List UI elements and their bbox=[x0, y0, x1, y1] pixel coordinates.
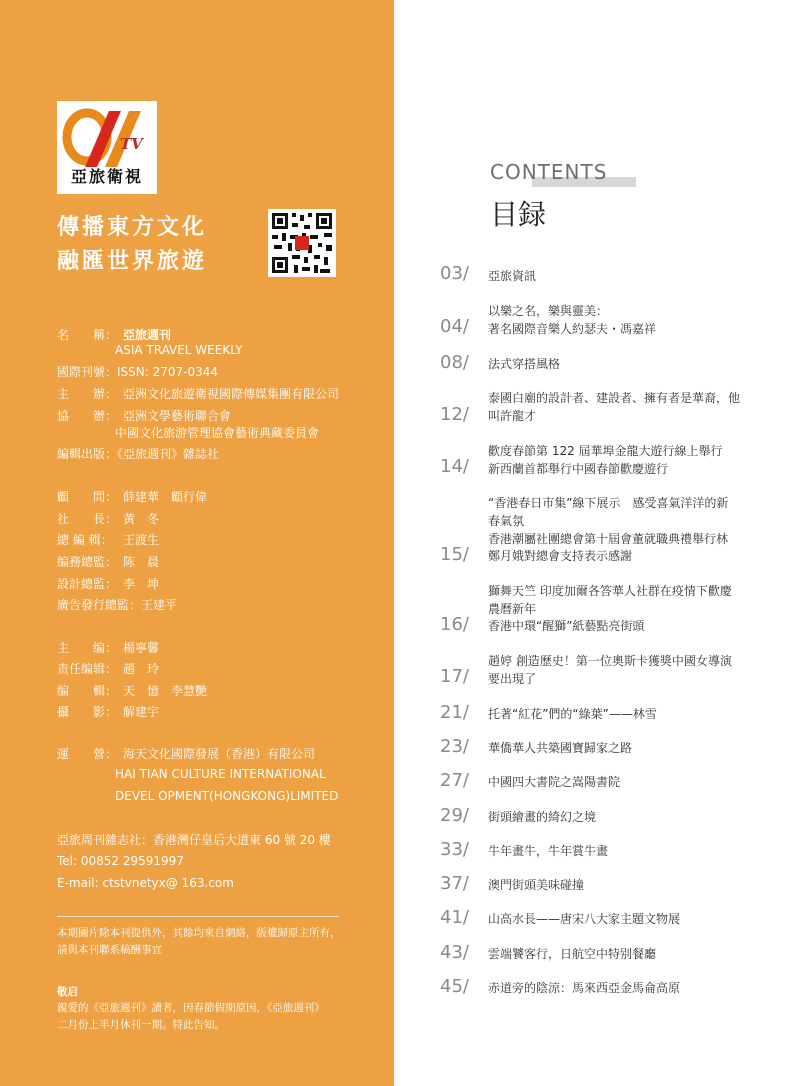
announcement-1: 親愛的《亞旅週刊》讀者，因春節假期原因，《亞旅週刊》 bbox=[57, 1002, 325, 1014]
entry-page: 23/ bbox=[440, 736, 469, 757]
entry-page: 33/ bbox=[440, 839, 469, 860]
entry-title: 街頭繪畫的綺幻之境 bbox=[488, 810, 597, 824]
staff-design-director: 設計總監： 李 坤 bbox=[57, 577, 160, 591]
publication-name-en: ASIA TRAVEL WEEKLY bbox=[115, 343, 243, 357]
entry-title: 赤道旁的陰涼：馬來西亞金馬侖高原 bbox=[488, 981, 681, 995]
entry-title: 托著“紅花”們的“綠葉”——林雪 bbox=[488, 707, 657, 721]
announcement-title: 敬启 bbox=[57, 986, 78, 998]
entry-page: 04/ bbox=[440, 316, 469, 337]
entry-title: 歡度春節第 122 屆華埠金龍大遊行線上舉行 bbox=[488, 444, 723, 458]
email: E-mail: ctstvnetyx@ 163.com bbox=[57, 876, 234, 890]
entry-title: 亞旅資訊 bbox=[488, 269, 537, 283]
entry-title: 要出現了 bbox=[488, 672, 537, 686]
telephone: Tel: 00852 29591997 bbox=[57, 854, 184, 868]
editor-chief: 主 编： 楊寧馨 bbox=[57, 641, 160, 655]
entry-title: 牛年畫牛，牛年賞牛畫 bbox=[488, 844, 609, 858]
entry-page: 12/ bbox=[440, 404, 469, 425]
entry-title: 華僑華人共築國寶歸家之路 bbox=[488, 741, 633, 755]
divider bbox=[57, 916, 339, 917]
entry-page: 27/ bbox=[440, 770, 469, 791]
entry-title: 叫許龍才 bbox=[488, 409, 537, 423]
entry-page: 45/ bbox=[440, 976, 469, 997]
co-organizer: 協 辦： 亞洲文學藝術聯合會 bbox=[57, 409, 232, 423]
logo-tv-text: TV bbox=[120, 135, 143, 153]
staff-editor-in-chief: 總 編 輯： 王渡生 bbox=[57, 533, 160, 547]
operator: 運 營： 海天文化國際發展（香港）有限公司 bbox=[57, 747, 316, 761]
entry-page: 37/ bbox=[440, 873, 469, 894]
logo-name: 亞旅衛視 bbox=[70, 167, 143, 186]
slogan-line-2: 融匯世界旅遊 bbox=[57, 249, 208, 274]
publisher: 編輯出版：《亞旅週刊》雜誌社 bbox=[57, 447, 220, 461]
entry-title: 趙婷 創造歷史！第一位奧斯卡獲獎中國女導演 bbox=[488, 654, 732, 668]
entry-page: 14/ bbox=[440, 456, 469, 477]
entry-title: 春氣氛 bbox=[488, 514, 525, 528]
entry-title: 鄭月娥對總會支持表示感謝 bbox=[488, 549, 633, 563]
staff-ad-director: 廣告發行總監：王建平 bbox=[57, 598, 178, 612]
qr-code-icon bbox=[268, 209, 336, 277]
logo bbox=[57, 101, 157, 194]
entry-page: 29/ bbox=[440, 805, 469, 826]
staff-advisor: 顧 問： 薛建華 顧行偉 bbox=[57, 490, 208, 504]
editor-responsible: 责任编辑： 趙 玲 bbox=[57, 662, 160, 676]
entry-title: 泰國白廟的設計者、建設者、擁有者是華裔，他 bbox=[488, 391, 741, 405]
operator-en-2: DEVEL OPMENT(HONGKONG)LIMITED bbox=[115, 789, 339, 803]
entry-page: 15/ bbox=[440, 544, 469, 565]
entry-title: 雲端饕客行，日航空中特别餐廳 bbox=[488, 947, 657, 961]
entry-title: 著名國際音樂人約瑟夫・馮嘉祥 bbox=[488, 322, 657, 336]
staff-editorial-director: 编務總監： 陈 晨 bbox=[57, 555, 160, 569]
host-organization: 主 辦： 亞洲文化旅遊衛視國際傳媒集團有限公司 bbox=[57, 387, 340, 401]
entry-page: 17/ bbox=[440, 666, 469, 687]
entry-title: 中國四大書院之嵩陽書院 bbox=[488, 775, 621, 789]
copyright-notice-1: 本期圖片除本刊提供外，其餘均來自網絡，版權歸原主所有， bbox=[57, 927, 341, 939]
entry-page: 21/ bbox=[440, 702, 469, 723]
staff-president: 社 長： 黃 冬 bbox=[57, 512, 160, 526]
qr-code bbox=[268, 209, 336, 277]
editor-staff: 编 輯： 天 憶 李慧艷 bbox=[57, 684, 208, 698]
issn: 國際刊號：ISSN: 2707-0344 bbox=[57, 365, 219, 379]
entry-title: 新西蘭首都舉行中國春節歡慶遊行 bbox=[488, 462, 669, 476]
entry-title: 澳門街頭美味碰撞 bbox=[488, 878, 585, 892]
entry-title: 香港中環“醒獅”紙藝點亮街頭 bbox=[488, 619, 645, 633]
entry-title: 以樂之名，樂與靈美： bbox=[488, 304, 609, 318]
entry-page: 08/ bbox=[440, 352, 469, 373]
entry-page: 43/ bbox=[440, 942, 469, 963]
entry-page: 03/ bbox=[440, 263, 469, 284]
entry-page: 16/ bbox=[440, 614, 469, 635]
entry-title: 香港潮屬社團總會第十屆會董就職典禮舉行林 bbox=[488, 532, 729, 546]
entry-title: “香港春日市集”線下展示 感受喜氣洋洋的新 bbox=[488, 496, 729, 510]
copyright-notice-2: 請與本刊聯系稿酬事宜 bbox=[57, 944, 162, 956]
co-organizer-2: 中國文化旅游管理協會藝術典藏委員會 bbox=[115, 426, 320, 440]
photographer: 攝 影： 解建宇 bbox=[57, 705, 160, 719]
entry-page: 41/ bbox=[440, 907, 469, 928]
entry-title: 法式穿搭風格 bbox=[488, 357, 561, 371]
entry-title: 山高水長——唐宋八大家主題文物展 bbox=[488, 912, 681, 926]
entry-title: 獅舞天竺 印度加爾各答華人社群在疫情下歡慶 bbox=[488, 584, 732, 598]
entry-title: 農曆新年 bbox=[488, 602, 537, 616]
contents-title-en: CONTENTS bbox=[490, 160, 608, 184]
contents-title-cn: 目録 bbox=[490, 198, 547, 231]
operator-en-1: HAI TIAN CULTURE INTERNATIONAL bbox=[115, 767, 326, 781]
announcement-2: 二月份上半月休刊一期。特此告知。 bbox=[57, 1019, 225, 1031]
publication-name-cn: 亞旅週刊 bbox=[123, 328, 172, 342]
address: 亞旅周刊雜志社：香港灣仔皇后大道東 60 號 20 樓 bbox=[57, 833, 331, 847]
slogan-line-1: 傳播東方文化 bbox=[57, 215, 208, 240]
publication-name: 名 稱： 亞旅週刊 bbox=[57, 328, 172, 342]
